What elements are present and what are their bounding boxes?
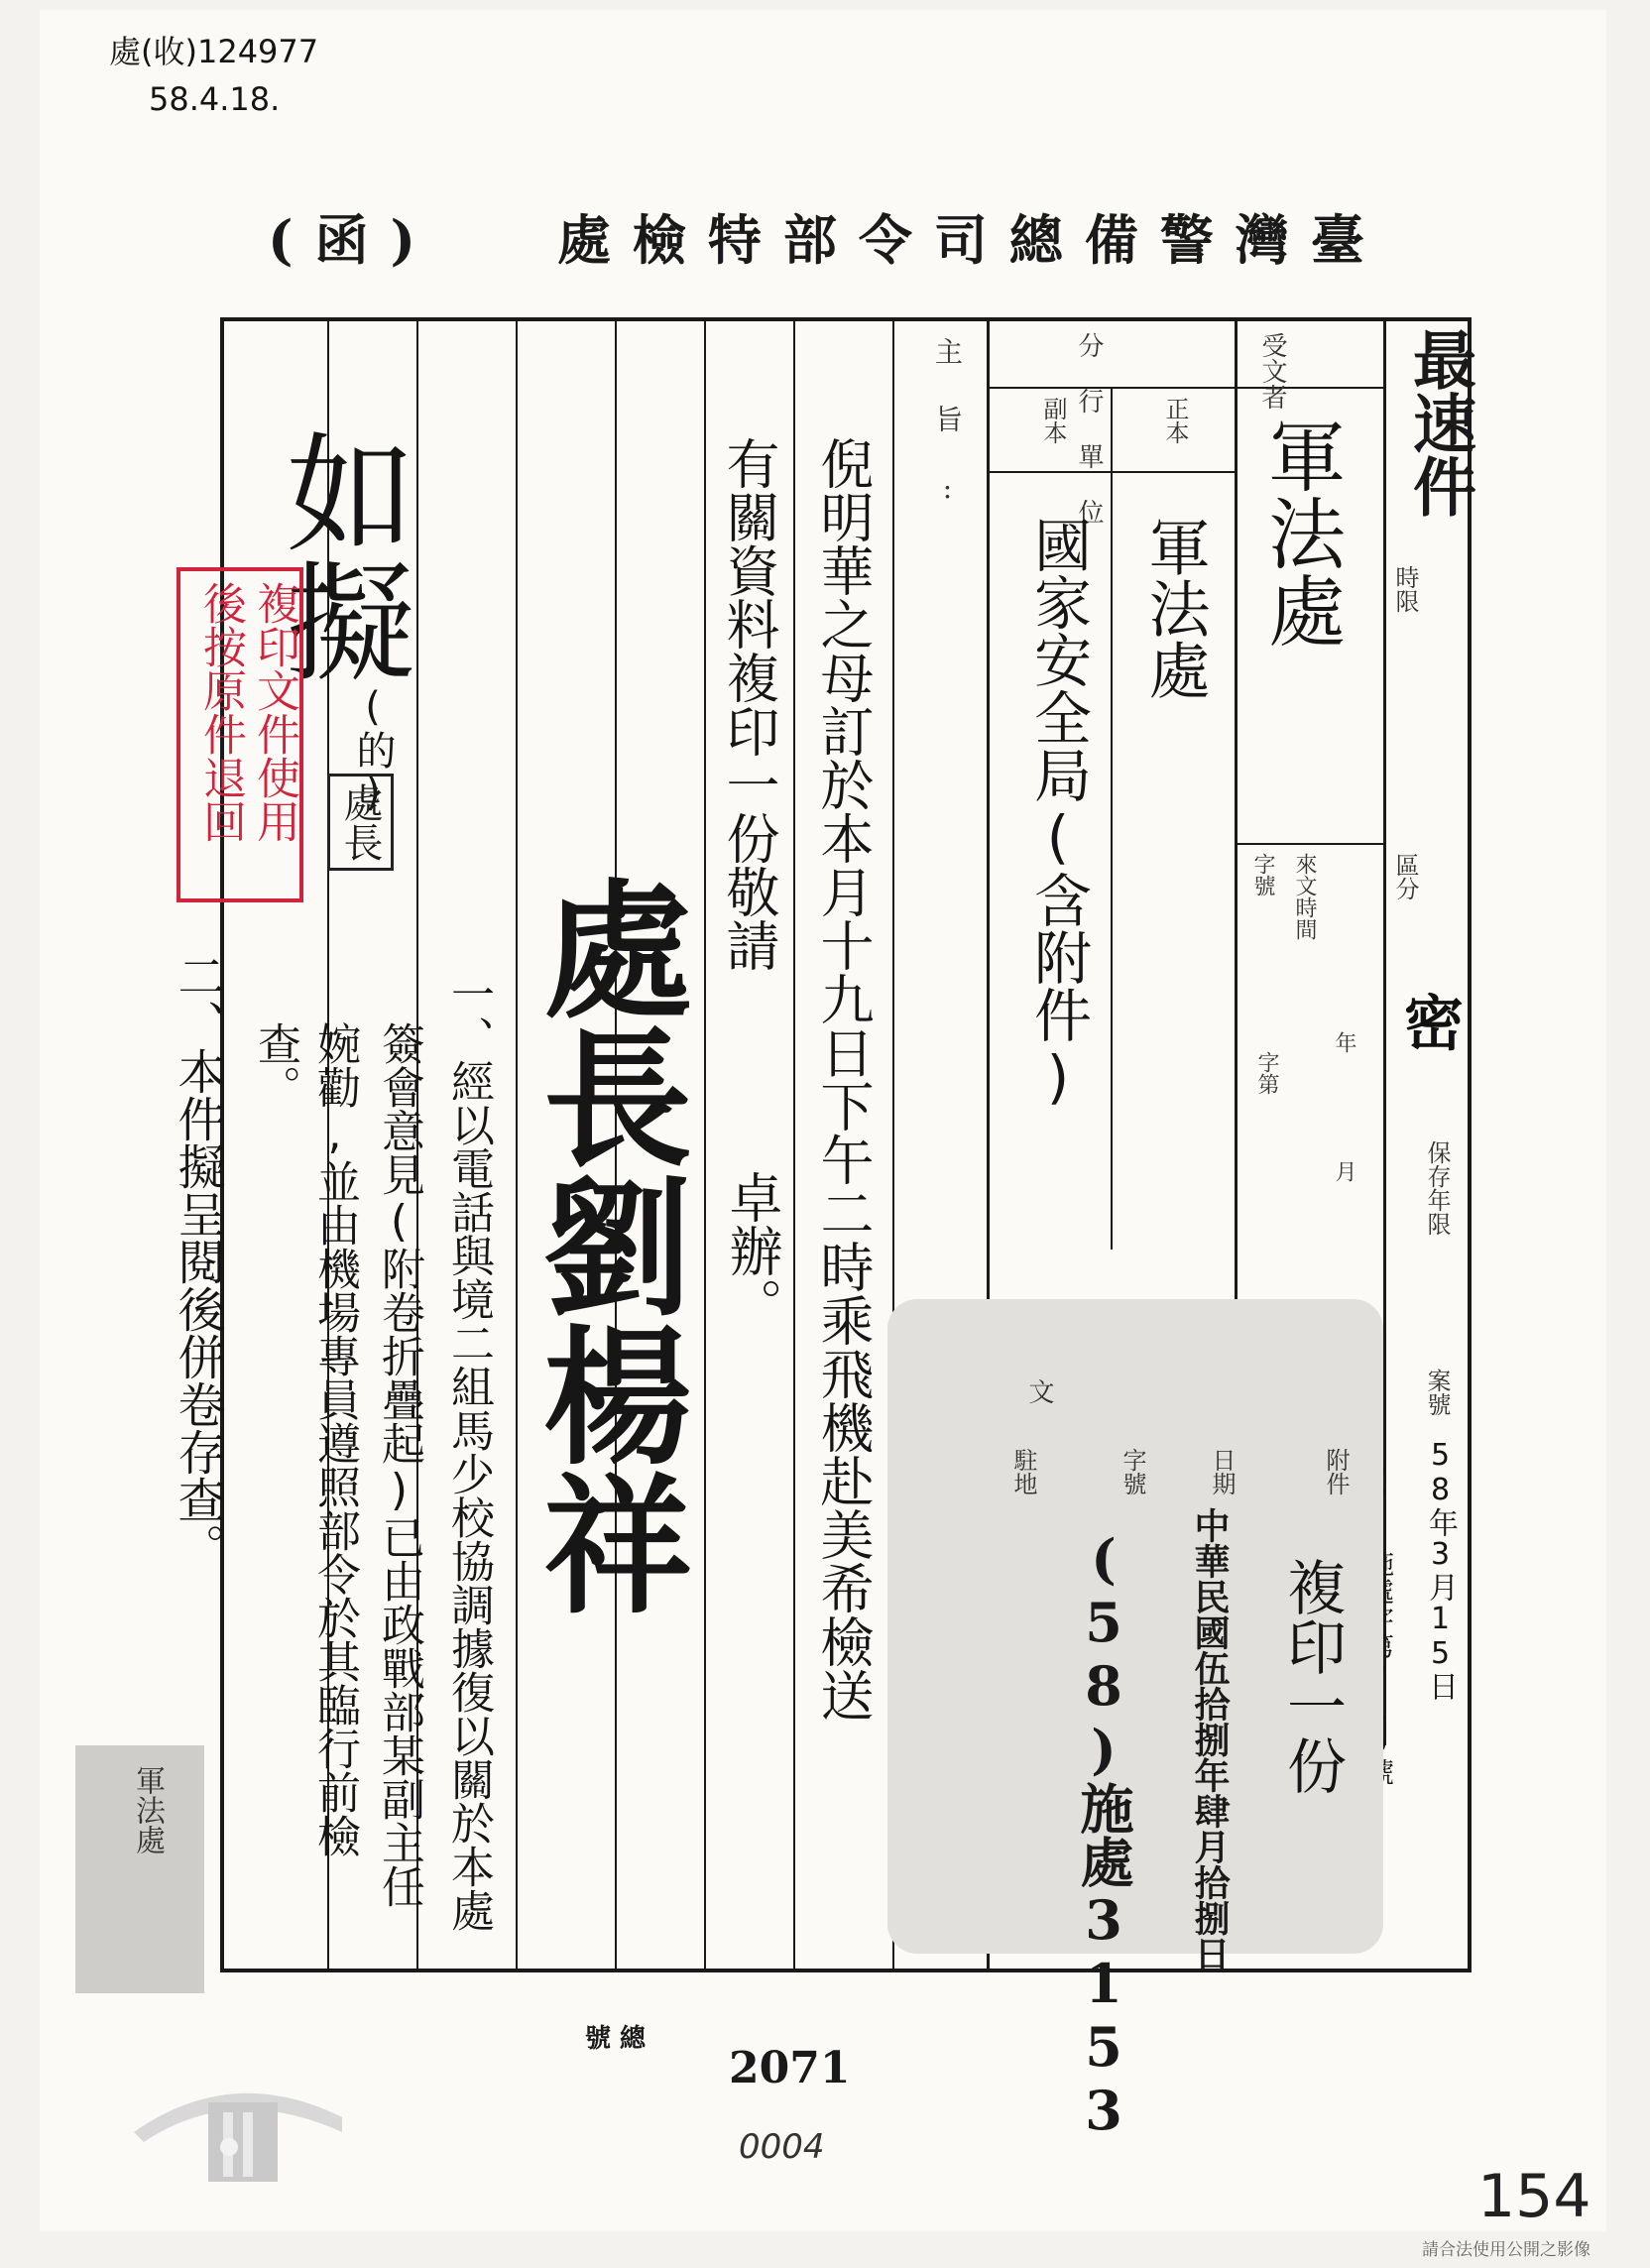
serial-number: 2071 — [729, 2043, 851, 2093]
item-1b: 簽會意見(附卷折疊起)已由政戰部某副主任 — [374, 1021, 424, 1908]
main-copy-value: 軍法處 — [1138, 516, 1211, 700]
copy-value: 國家安全局(含附件) — [1024, 516, 1092, 1111]
incoming-year: 年 — [1332, 1031, 1356, 1053]
recipient-value: 軍法處 — [1255, 417, 1345, 649]
issue-location-label: 駐地 — [1009, 1448, 1037, 1495]
page-number: 0004 — [739, 2127, 825, 2167]
item-2: 二、本件擬呈閱後併卷存查。 — [170, 952, 225, 1571]
left-stamp-block — [75, 1745, 204, 1993]
archive-logo-icon — [124, 2063, 352, 2192]
copy-use-stamp-line2: 後按原件退回 — [195, 581, 246, 843]
sign-small: (的) — [350, 684, 396, 815]
signature: 處長劉楊祥 — [518, 873, 692, 1616]
doc-type: (函) — [268, 208, 438, 272]
left-stamp-text: 軍法處 — [130, 1765, 165, 1854]
body-line-2: 有關資料複印一份敬請 — [718, 436, 780, 972]
recipient-label: 受文者 — [1257, 332, 1287, 410]
issue-number-label: 字號 — [1119, 1448, 1146, 1495]
copy-label: 副本 — [1039, 397, 1067, 444]
archive-note-line2: 58.4.18. — [149, 80, 281, 118]
item-1d: 查。 — [250, 1021, 300, 1109]
distribution-label: 分行單位 — [1074, 332, 1104, 554]
issue-date-value: 中華民國伍拾捌年肆月拾捌日 — [1189, 1507, 1231, 1971]
issue-text-label: 文 — [1024, 1378, 1054, 1404]
secrecy-value: 密 — [1394, 992, 1464, 1051]
incoming-char: 字第 — [1254, 1051, 1279, 1095]
incoming-month: 月 — [1332, 1160, 1356, 1182]
item-1c: 婉勸,並由機場專員遵照部令於其臨行前檢 — [309, 1021, 360, 1857]
agency-name: 臺灣警備總司令部特檢處 — [556, 208, 1386, 272]
secrecy-label: 區分 — [1391, 853, 1419, 900]
urgency-small: 時限 — [1391, 565, 1419, 613]
approval-annotation: 如擬 — [265, 426, 415, 684]
subject-label: 主旨: — [931, 337, 964, 544]
archive-note — [109, 28, 318, 123]
margin-number: 154 — [1477, 2162, 1591, 2231]
letterhead — [268, 198, 1386, 275]
issue-date-label: 日期 — [1208, 1448, 1236, 1495]
sign-stamp: 處長 — [327, 774, 394, 871]
issue-number-value: (58)施處3153 — [1072, 1527, 1135, 2142]
archive-note-line1: 處(收)124977 — [109, 33, 319, 70]
copy-use-stamp — [177, 567, 303, 902]
main-copy-label: 正本 — [1161, 397, 1189, 444]
incoming-time-label: 來文時間 — [1292, 853, 1317, 940]
urgency: 最速件 — [1402, 327, 1476, 518]
archive-date: 58年3月15日 — [1423, 1438, 1458, 1701]
incoming-number-label: 字號 — [1250, 853, 1275, 896]
attachment-label: 附件 — [1322, 1448, 1350, 1495]
item-1a: 一、經以電話與境二組馬少校協調據復以關於本處 — [443, 972, 494, 1932]
serial-label: 號 總 — [585, 2024, 647, 2054]
attachment-value: 複印一份 — [1277, 1557, 1347, 1795]
retention-label: 保存年限 — [1423, 1140, 1451, 1236]
body-line-1: 倪明華之母訂於本月十九日下午二時乘飛機赴美希檢送 — [812, 436, 875, 1722]
body-line-2b: 卓辦。 — [721, 1170, 783, 1331]
archive-label: 案號 — [1423, 1369, 1451, 1416]
copy-use-stamp-line1: 複印文件使用 — [249, 581, 299, 843]
usage-watermark: 請合法使用公開之影像 — [1422, 2240, 1591, 2260]
issue-block — [887, 1299, 1383, 2142]
